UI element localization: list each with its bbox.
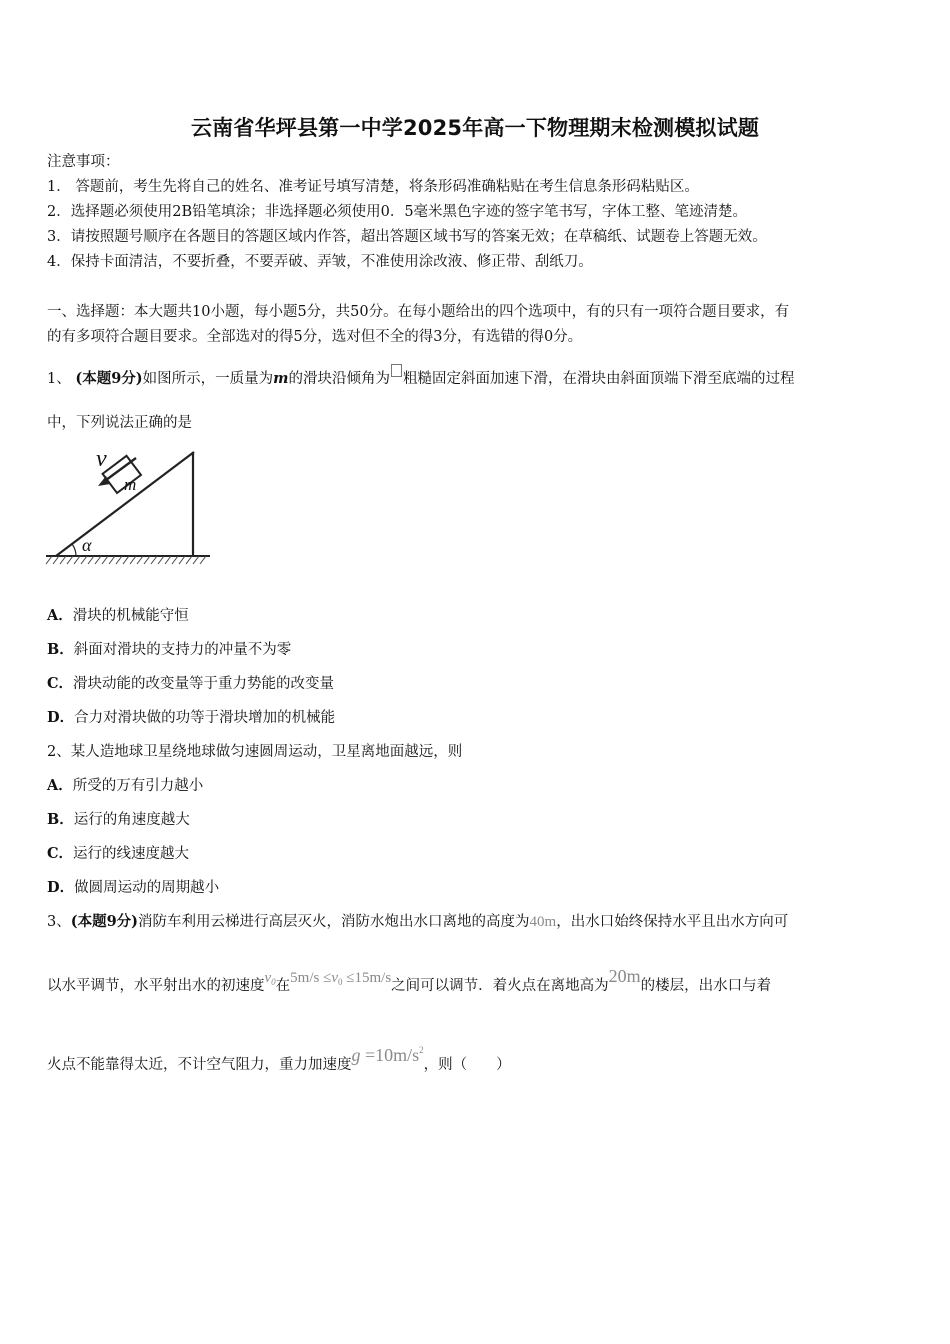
notice-item-3: 3．请按照题号顺序在各题目的答题区域内作答，超出答题区域书写的答案无效；在草稿纸、试题卷上答题无效。: [47, 229, 767, 245]
question-1-text-c: 粗糙固定斜面加速下滑，在滑块由斜面顶端下滑至底端的过程: [403, 371, 795, 387]
notice-item-1: 1． 答题前，考生先将自己的姓名、准考证号填写清楚，将条形码准确粘贴在考生信息条形码粘贴区。: [47, 179, 699, 195]
v-subscript: 0: [271, 977, 276, 987]
option-text: 运行的线速度越大: [73, 846, 190, 862]
question-3-text: 的楼层，出水口与着: [640, 978, 772, 994]
block-mass-label: m: [124, 475, 137, 494]
question-1-score: (本题9分): [75, 370, 143, 387]
missing-symbol-icon: [391, 364, 402, 377]
range-upper: ≤15m/s: [342, 970, 392, 986]
notice-item-2: 2．选择题必须使用2B铅笔填涂；非选择题必须使用0．5毫米黑色字迹的签字笔书写，字体工整、笔迹清楚。: [47, 204, 748, 220]
angle-label: α: [82, 535, 92, 555]
q2-option-d: [47, 878, 219, 898]
angle-arc: [72, 544, 76, 556]
option-key: A．: [47, 607, 73, 624]
q1-option-b: [47, 640, 291, 660]
section-intro-line-2: 的有多项符合题目要求。全部选对的得5分，选对但不全的得3分，有选错的得0分。: [47, 329, 583, 345]
range-v-subscript: 0: [338, 977, 343, 987]
question-3-number: 3、: [47, 914, 71, 930]
question-2-stem: 2、某人造地球卫星绕地球做匀速圆周运动，卫星离地面越远，则: [47, 744, 463, 760]
option-key: C．: [47, 675, 74, 692]
option-key: B．: [47, 641, 74, 658]
g-symbol: g: [351, 1045, 361, 1065]
option-text: 所受的万有引力越小: [72, 778, 204, 794]
option-text: 滑块动能的改变量等于重力势能的改变量: [73, 676, 335, 692]
question-3-text: ，则（ ）: [423, 1057, 511, 1073]
question-1-number: 1、: [47, 371, 71, 387]
question-3-text: 以水平调节，水平射出水的初速度: [47, 978, 265, 994]
gravity-expression: [352, 1045, 424, 1065]
option-key: D．: [47, 879, 75, 896]
question-3-score: (本题9分): [70, 913, 139, 930]
option-text: 做圆周运动的周期越小: [74, 880, 220, 896]
section-intro-line-1: 一、选择题：本大题共10小题，每小题5分，共50分。在每小题给出的四个选项中，有的只有一项符合题目要求，有: [47, 304, 790, 320]
question-1-text-a: 如图所示，一质量为: [142, 371, 274, 387]
page-title: 云南省华坪县第一中学2025年高一下物理期末检测模拟试题: [190, 116, 760, 140]
option-text: 运行的角速度越大: [73, 812, 190, 828]
question-1-stem: [47, 364, 795, 389]
height-40m: 40m: [529, 914, 557, 930]
question-1-text-b: 的滑块沿倾角为: [288, 371, 390, 387]
q2-option-a: [47, 776, 203, 796]
option-text: 斜面对滑块的支持力的冲量不为零: [73, 642, 292, 658]
notice-item-4: 4．保持卡面清洁，不要折叠，不要弄破、弄皱，不准使用涂改液、修正带、刮纸刀。: [47, 254, 593, 270]
option-key: B．: [47, 811, 74, 828]
q1-option-c: [47, 674, 334, 694]
velocity-label: v: [96, 446, 107, 472]
notice-heading: 注意事项：: [47, 154, 120, 170]
range-lower: 5m/s ≤: [290, 970, 332, 986]
q1-option-a: [47, 606, 189, 626]
g-value: =10m/s: [360, 1045, 420, 1065]
question-3-text: ，出水口始终保持水平且出水方向可: [556, 914, 789, 930]
question-3-line-2: [47, 966, 772, 1000]
question-3-text: 在: [275, 978, 291, 994]
range-v: v: [331, 970, 338, 986]
v-symbol: v: [264, 970, 272, 986]
option-key: C．: [47, 845, 74, 862]
incline-figure: [44, 444, 214, 572]
height-20m: 20m: [608, 966, 641, 986]
question-3-text: 之间可以调节．着火点在离地高为: [391, 978, 609, 994]
question-3-line-3: [47, 1045, 511, 1075]
g-exponent: 2: [419, 1045, 424, 1055]
q2-option-b: [47, 810, 190, 830]
option-text: 合力对滑块做的功等于滑块增加的机械能: [74, 710, 336, 726]
option-text: 滑块的机械能守恒: [72, 608, 189, 624]
initial-velocity-symbol: [265, 970, 276, 986]
question-3-text: 火点不能靠得太近，不计空气阻力，重力加速度: [47, 1057, 352, 1073]
question-1-stem-line-2: 中，下列说法正确的是: [47, 415, 192, 431]
ground-hatching: [46, 556, 206, 564]
question-3-text: 消防车利用云梯进行高层灭火，消防水炮出水口离地的高度为: [138, 914, 530, 930]
q2-option-c: [47, 844, 189, 864]
mass-symbol: m: [273, 370, 289, 387]
velocity-range: [290, 970, 391, 986]
q1-option-d: [47, 708, 335, 728]
option-key: D．: [47, 709, 75, 726]
question-3-line-1: [47, 912, 788, 932]
option-key: A．: [47, 777, 73, 794]
